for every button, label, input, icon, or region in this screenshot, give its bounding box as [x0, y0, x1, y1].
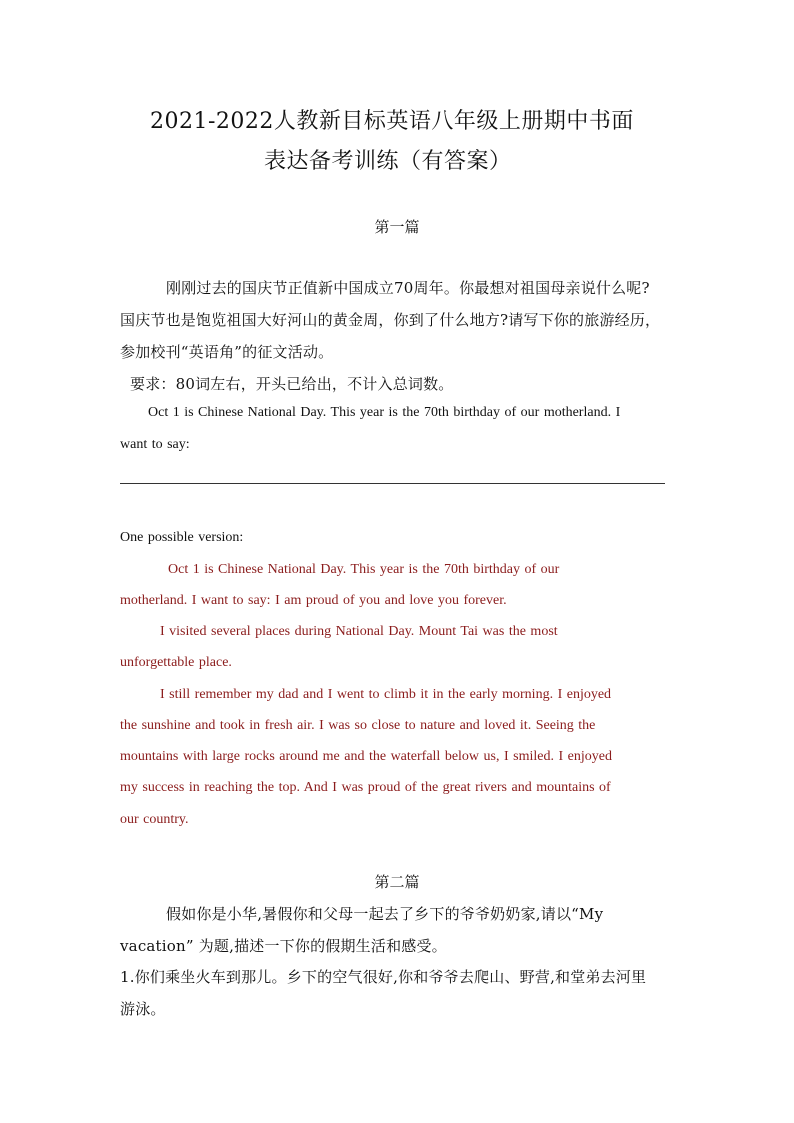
section1-requirement: 要求：80词左右，开头已给出，不计入总词数。: [130, 375, 454, 393]
answer-line: I still remember my dad and I went to climb it in the early morning. I enjoyed: [160, 687, 612, 702]
writing-blank-line: [120, 483, 665, 484]
answer-line: the sunshine and took in fresh air. I was so close to nature and loved it. Seeing the: [120, 718, 596, 733]
section2-prompt-line: 1.你们乘坐火车到那儿。乡下的空气很好,你和爷爷去爬山、野营,和堂弟去河里: [120, 968, 647, 986]
answer-line: my success in reaching the top. And I was proud of the great rivers and mountains of: [120, 780, 611, 795]
document-title-line-2: 表达备考训练（有答案）: [264, 149, 512, 174]
section1-prompt-line: 参加校刊“英语角”的征文活动。: [120, 343, 334, 361]
section1-given-start-line: Oct 1 is Chinese National Day. This year is the 70th birthday of our motherland. I: [148, 405, 621, 420]
section1-given-start-line: want to say:: [120, 437, 190, 452]
answer-line: motherland. I want to say: I am proud of you and love you forever.: [120, 593, 507, 608]
section1-heading: 第一篇: [374, 218, 420, 236]
section2-prompt-line: 游泳。: [120, 1000, 166, 1018]
answer-line: I visited several places during National Day. Mount Tai was the most: [160, 624, 558, 639]
answer-line: mountains with large rocks around me and the waterfall below us, I smiled. I enjoyed: [120, 749, 612, 764]
answer-line: unforgettable place.: [120, 655, 232, 670]
answer-line: our country.: [120, 812, 189, 827]
section2-prompt-line: 假如你是小华,暑假你和父母一起去了乡下的爷爷奶奶家,请以“My: [166, 905, 604, 923]
section1-prompt-line: 刚刚过去的国庆节正值新中国成立70周年。你最想对祖国母亲说什么呢?: [166, 279, 650, 297]
version-label: One possible version:: [120, 530, 244, 545]
section2-heading: 第二篇: [374, 873, 420, 891]
section2-prompt-line: vacation” 为题,描述一下你的假期生活和感受。: [120, 937, 447, 955]
section1-prompt-line: 国庆节也是饱览祖国大好河山的黄金周，你到了什么地方?请写下你的旅游经历，: [120, 311, 661, 329]
answer-line: Oct 1 is Chinese National Day. This year is the 70th birthday of our: [168, 562, 560, 577]
document-title-line-1: 2021-2022人教新目标英语八年级上册期中书面: [150, 109, 634, 134]
